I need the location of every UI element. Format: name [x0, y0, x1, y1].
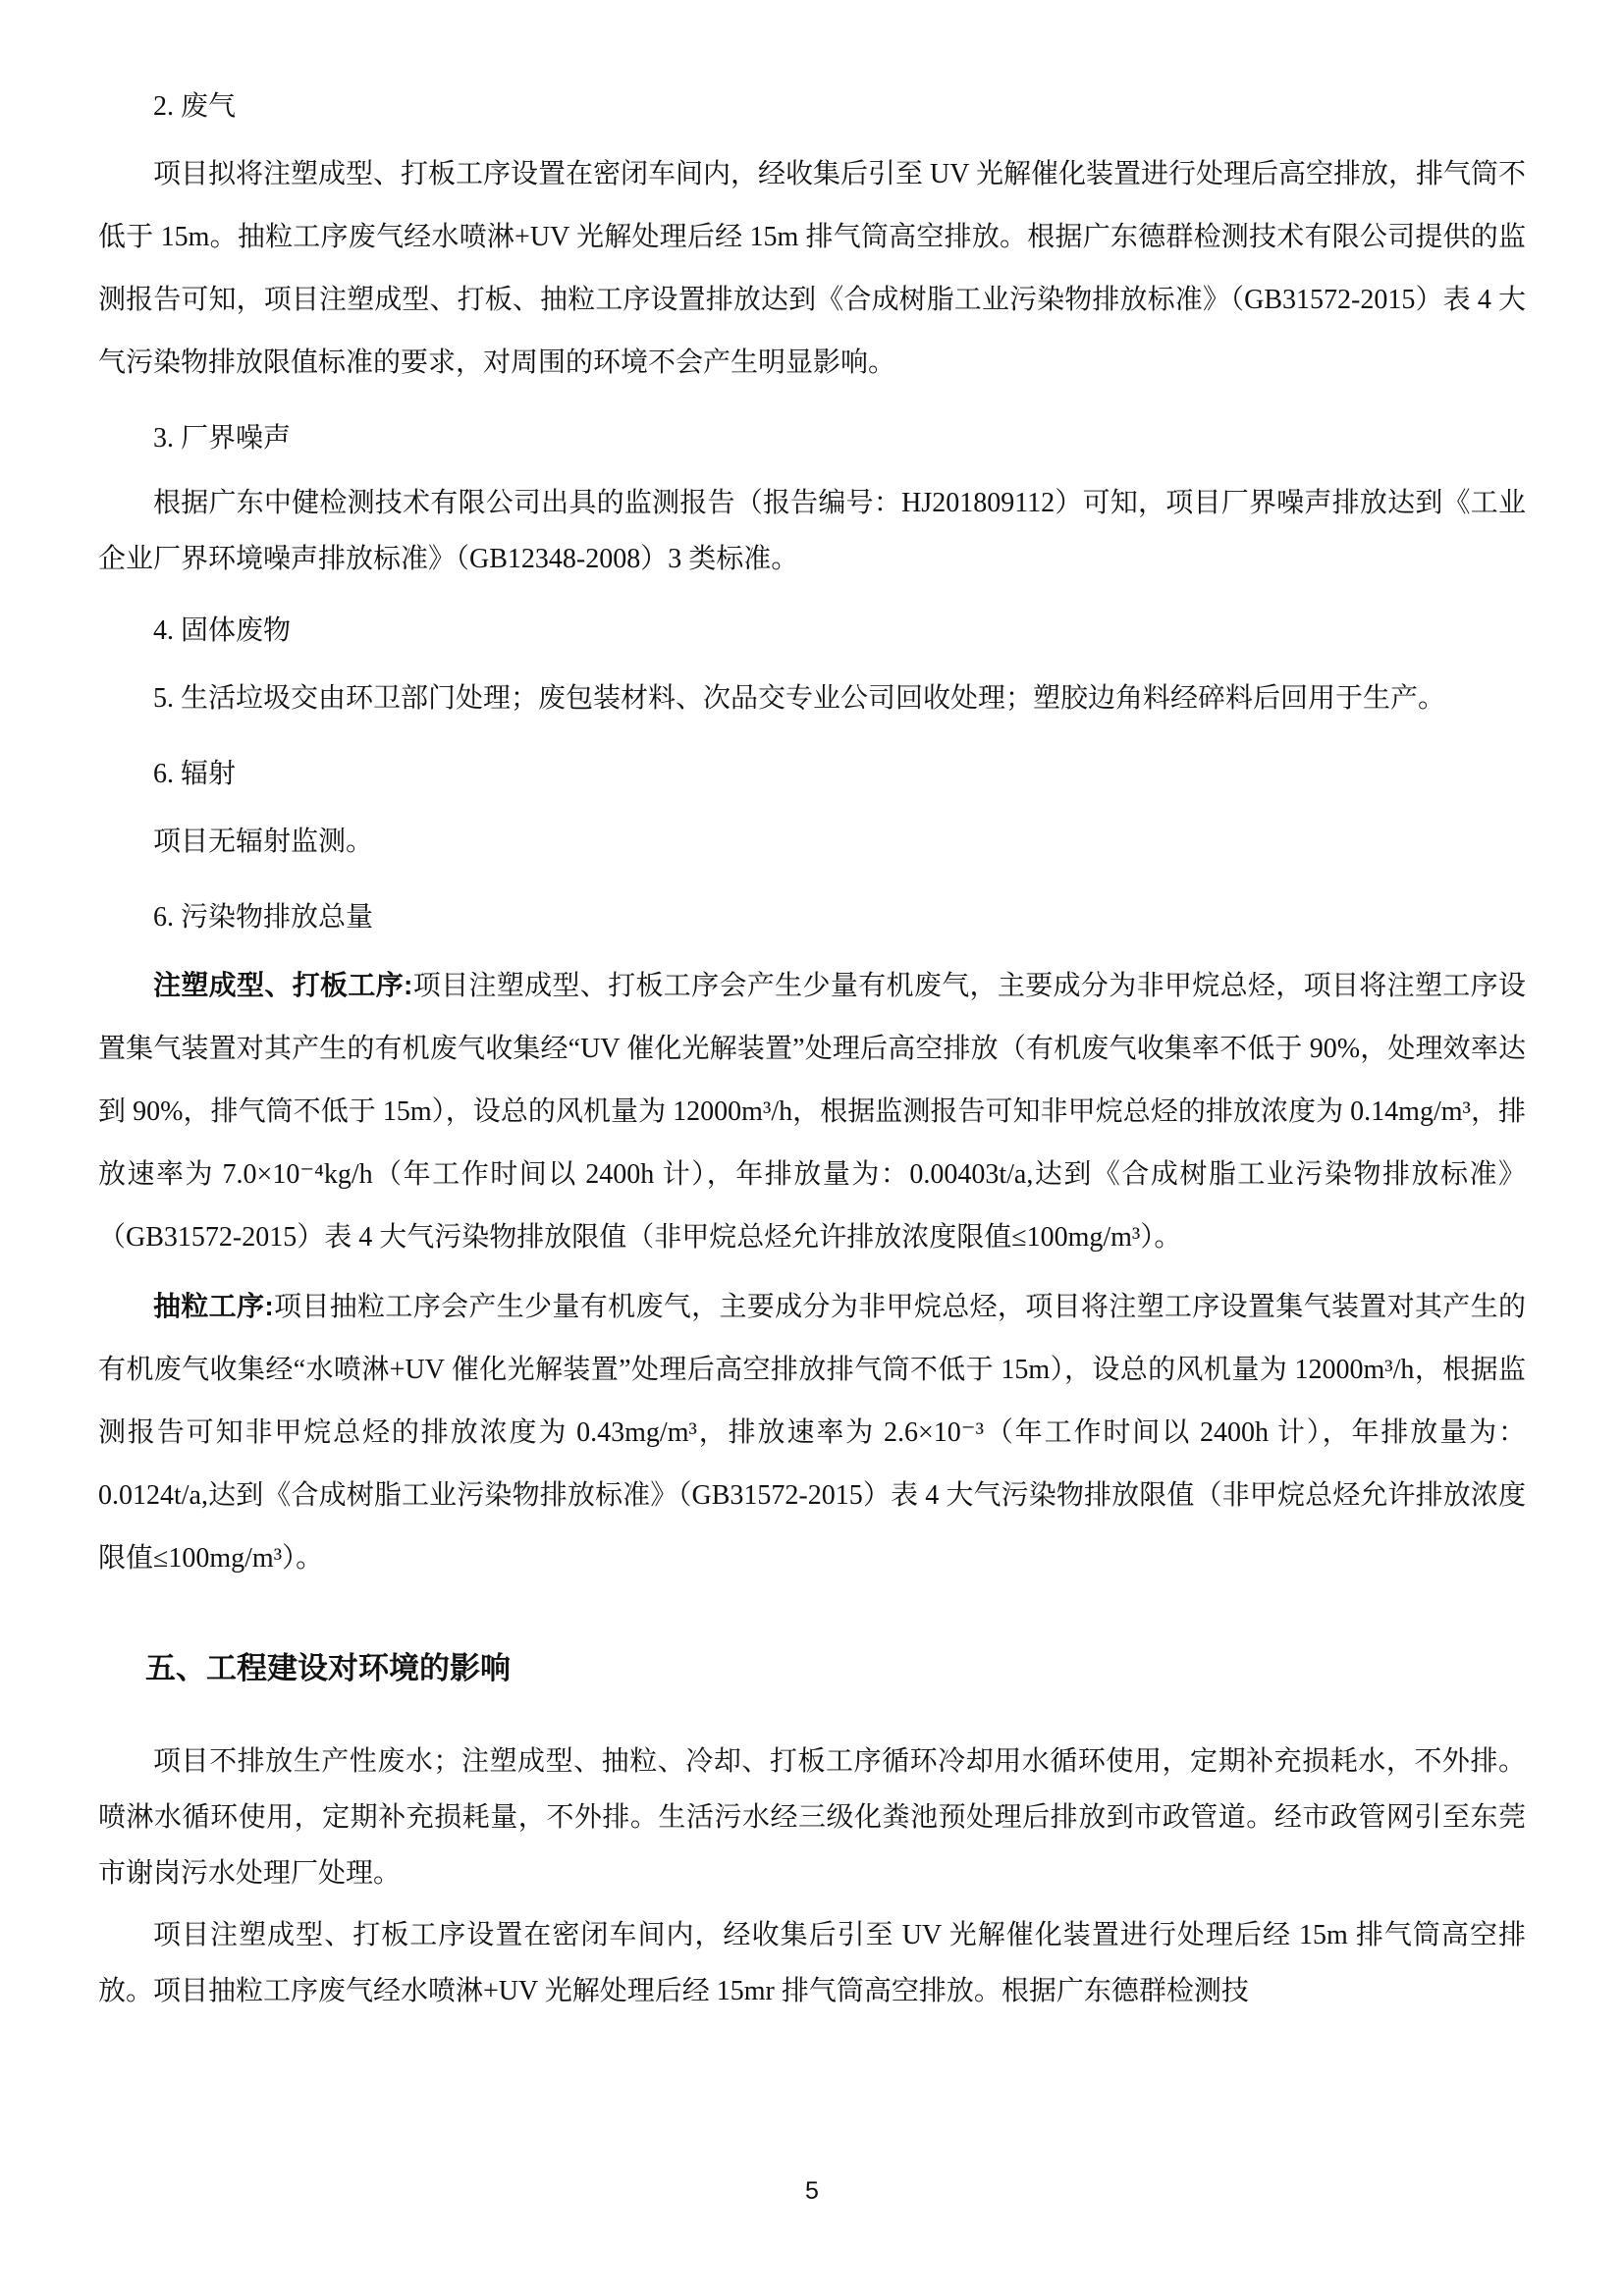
section-heading-radiation: 6. 辐射 — [153, 759, 237, 789]
para-exhaust-summary: 项目注塑成型、打板工序设置在密闭车间内，经收集后引至 UV 光解催化装置进行处理后经 15m 排气筒高空排放。项目抽粒工序废气经水喷淋+UV 光解处理后经 15mr 排气筒高空排放。根据广东德群检测技 — [98, 1920, 1526, 2006]
page-number: 5 — [805, 2177, 819, 2205]
para-solid-waste: 5. 生活垃圾交由环卫部门处理；废包装材料、次品交专业公司回收处理；塑胶边角料经碎料后回用于生产。 — [153, 683, 1446, 714]
chapter-heading-environment-impact: 五、工程建设对环境的影响 — [145, 1651, 511, 1685]
section-heading-boundary-noise: 3. 厂界噪声 — [153, 423, 292, 454]
para-body-injection-molding: 项目注塑成型、打板工序会产生少量有机废气，主要成分为非甲烷总烃，项目将注塑工序设置集气装置对其产生的有机废气收集经“UV 催化光解装置”处理后高空排放（有机废气收集率不低于 90%，处理效率达到 90%，排气筒不低于 15m），设总的风机量为 12000m³/h，根据监测报告可知非甲烷总烃的排放浓度为 0.14mg/m³，排放速率为 7.0×10⁻⁴kg/h（年工作时间以 2400h 计），年排放量为：0.00403t/a,达到《合成树脂工业污染物排放标准》（GB31572-2015）表 4 大气污染物排放限值（非甲烷总烃允许排放浓度限值≤100mg/m³）。 — [98, 971, 1526, 1253]
para-injection-molding-process — [98, 954, 1526, 1269]
para-extrusion-process — [98, 1275, 1526, 1590]
document-page — [98, 0, 1526, 2296]
para-exhaust-gas: 项目拟将注塑成型、打板工序设置在密闭车间内，经收集后引至 UV 光解催化装置进行处理后高空排放，排气筒不低于 15m。抽粒工序废气经水喷淋+UV 光解处理后经 15m 排气筒高空排放。根据广东德群检测技术有限公司提供的监测报告可知，项目注塑成型、打板、抽粒工序设置排放达到《合成树脂工业污染物排放标准》（GB31572-2015）表 4 大气污染物排放限值标准的要求，对周围的环境不会产生明显影响。 — [98, 159, 1526, 378]
para-wastewater: 项目不排放生产性废水；注塑成型、抽粒、冷却、打板工序循环冷却用水循环使用，定期补充损耗水，不外排。喷淋水循环使用，定期补充损耗量，不外排。生活污水经三级化粪池预处理后排放到市政管道。经市政管网引至东莞市谢岗污水处理厂处理。 — [98, 1746, 1526, 1889]
section-heading-total-emissions: 6. 污染物排放总量 — [153, 902, 374, 933]
para-lead-injection-molding: 注塑成型、打板工序: — [153, 970, 413, 1000]
para-lead-extrusion: 抽粒工序: — [153, 1291, 274, 1321]
section-heading-exhaust-gas: 2. 废气 — [153, 91, 237, 122]
para-radiation: 项目无辐射监测。 — [153, 827, 374, 857]
para-boundary-noise: 根据广东中健检测技术有限公司出具的监测报告（报告编号：HJ201809112）可知，项目厂界噪声排放达到《工业企业厂界环境噪声排放标准》（GB12348-2008）3 类标准。 — [98, 488, 1526, 574]
para-body-extrusion: 项目抽粒工序会产生少量有机废气，主要成分为非甲烷总烃，项目将注塑工序设置集气装置对其产生的有机废气收集经“水喷淋+UV 催化光解装置”处理后高空排放排气筒不低于 15m），设总的风机量为 12000m³/h，根据监测报告可知非甲烷总烃的排放浓度为 0.43mg/m³，排放速率为 2.6×10⁻³（年工作时间以 2400h 计），年排放量为：0.0124t/a,达到《合成树脂工业污染物排放标准》（GB31572-2015）表 4 大气污染物排放限值（非甲烷总烃允许排放浓度限值≤100mg/m³）。 — [98, 1292, 1526, 1574]
section-heading-solid-waste: 4. 固体废物 — [153, 615, 292, 646]
